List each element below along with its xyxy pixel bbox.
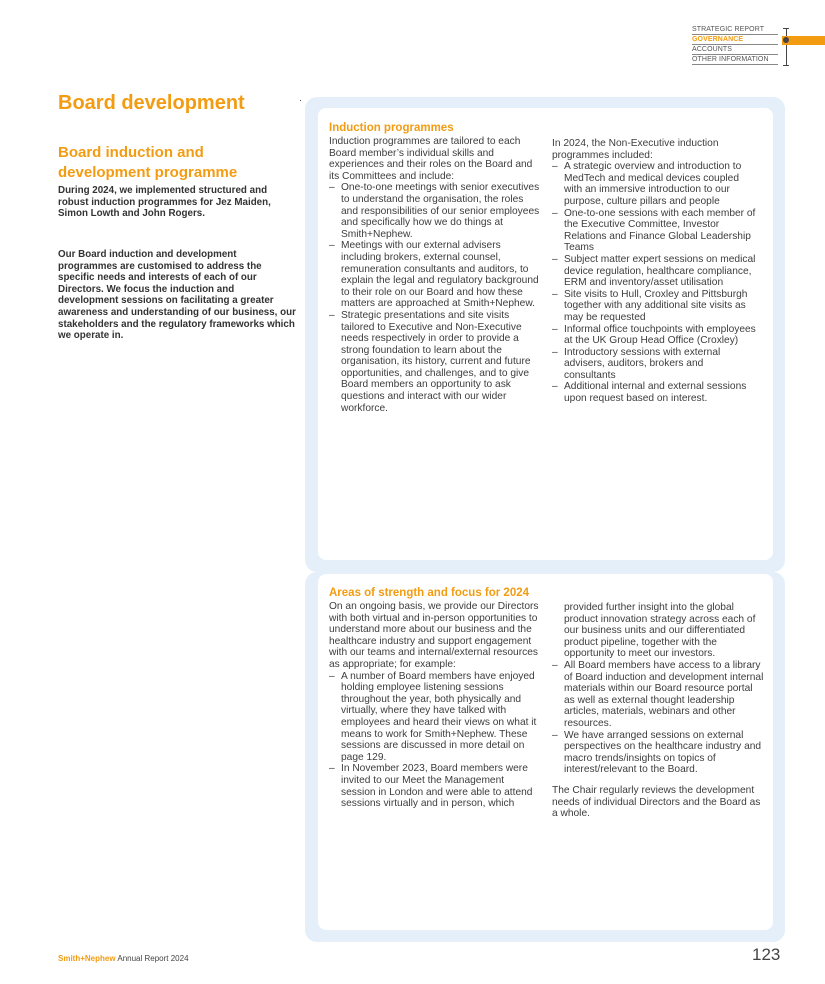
strength-column-right — [552, 602, 764, 820]
induction-list — [329, 182, 541, 414]
strength-continuation: provided further insight into the global product innovation strategy across each of our business units and our differentiated product pipeline, together with the opportunity to meet our investors. — [564, 602, 756, 660]
intro-paragraph: Our Board induction and development programmes are customised to address the specific needs and interests of each of our Directors. We focus the induction and development sessions on facilitating a greater awareness and understanding of our business, our stakeholders and the regulatory frameworks which we operate in. — [58, 249, 296, 342]
list-item: – Site visits to Hull, Croxley and Pittsburgh together with any additional site visits as may be requested — [552, 289, 757, 324]
strength-column-left — [329, 586, 541, 810]
nav-rail — [786, 28, 787, 66]
nav-tick — [783, 65, 789, 66]
strength-closing: The Chair regularly reviews the development needs of individual Directors and the Board as a whole. — [552, 784, 761, 820]
list-item: – Informal office touchpoints with employees at the UK Group Head Office (Croxley) — [552, 324, 757, 347]
non-executive-lead: In 2024, the Non-Executive induction programmes included: — [552, 138, 719, 161]
list-item: – Subject matter expert sessions on medical device regulation, healthcare compliance, ERM and inventory/asset utilisation — [552, 254, 757, 289]
induction-lead: Induction programmes are tailored to each Board member’s individual skills and experiences and their roles on the Board and its Committees and include: — [329, 136, 533, 182]
page-number: 123 — [752, 945, 781, 964]
nav-item-other-information[interactable]: OTHER INFORMATION — [692, 55, 778, 65]
list-item: – A strategic overview and introduction to MedTech and medical devices coupled with an immersive introduction to our purpose, culture pillars and people — [552, 161, 757, 207]
induction-column-left — [329, 121, 541, 414]
induction-column-right — [552, 138, 757, 405]
footer-brand-name: Smith+Nephew — [58, 954, 116, 963]
strength-list-left — [329, 671, 541, 810]
page-title: Board development — [58, 92, 245, 114]
section-navigator — [692, 25, 778, 65]
non-executive-list — [552, 161, 757, 404]
list-item: – In November 2023, Board members were invited to our Meet the Management session in London and were able to attend sessions virtually and in person, which — [329, 763, 541, 809]
strength-list-right — [552, 660, 764, 776]
nav-item-strategic-report[interactable]: STRATEGIC REPORT — [692, 25, 778, 35]
nav-active-dot — [783, 37, 789, 43]
list-item: – Strategic presentations and site visits tailored to Executive and Non-Executive needs respectively in order to provide a strong foundation to learn about the organisation, its history, current and future opportunities, and challenges, and to give Board members an opportunity to ask questions and interact with our wider workforce. — [329, 310, 541, 414]
divider-dot — [300, 100, 301, 101]
list-item: – We have arranged sessions on external perspectives on the healthcare industry and macro trends/insights on topics of interest/relevant to the Board. — [552, 730, 764, 776]
intro-paragraph: During 2024, we implemented structured and robust induction programmes for Jez Maiden, Simon Lowth and John Rogers. — [58, 185, 271, 220]
strength-lead: On an ongoing basis, we provide our Directors with both virtual and in-person opportunities to understand more about our business and the healthcare industry and support engagement with our teams and internal/external resources as appropriate; for example: — [329, 601, 539, 670]
list-item: – One-to-one sessions with each member of the Executive Committee, Investor Relations and Finance Global Leadership Teams — [552, 208, 757, 254]
list-item: – Additional internal and external sessions upon request based on interest. — [552, 381, 757, 404]
list-item: – Introductory sessions with external advisers, auditors, brokers and consultants — [552, 347, 757, 382]
nav-tick — [783, 28, 789, 29]
nav-item-accounts[interactable]: ACCOUNTS — [692, 45, 778, 55]
nav-item-governance[interactable]: GOVERNANCE — [692, 35, 778, 45]
list-item: – A number of Board members have enjoyed holding employee listening sessions throughout the year, both physically and virtually, where they have talked with employees and heard their views on what it means to work for Smith+Nephew. These sessions are discussed in more detail on page 129. — [329, 671, 541, 764]
list-item: – All Board members have access to a library of Board induction and development internal materials within our Board resource portal as well as external thought leadership articles, materials, webinars and other resources. — [552, 660, 764, 730]
section-subtitle: Board induction and development programme — [58, 144, 238, 181]
footer-report-name: Annual Report 2024 — [115, 954, 189, 963]
induction-heading: Induction programmes — [329, 122, 454, 134]
list-item: – One-to-one meetings with senior executives to understand the organisation, the roles and responsibilities of our senior employees and specifically how we do things at Smith+Nephew. — [329, 182, 541, 240]
footer-report-title — [58, 954, 189, 963]
list-item: – Meetings with our external advisers including brokers, external counsel, remuneration consultants and auditors, to explain the legal and regulatory background to their role on our Board and how these matters are approached at Smith+Nephew. — [329, 240, 541, 310]
strength-heading: Areas of strength and focus for 2024 — [329, 587, 530, 599]
